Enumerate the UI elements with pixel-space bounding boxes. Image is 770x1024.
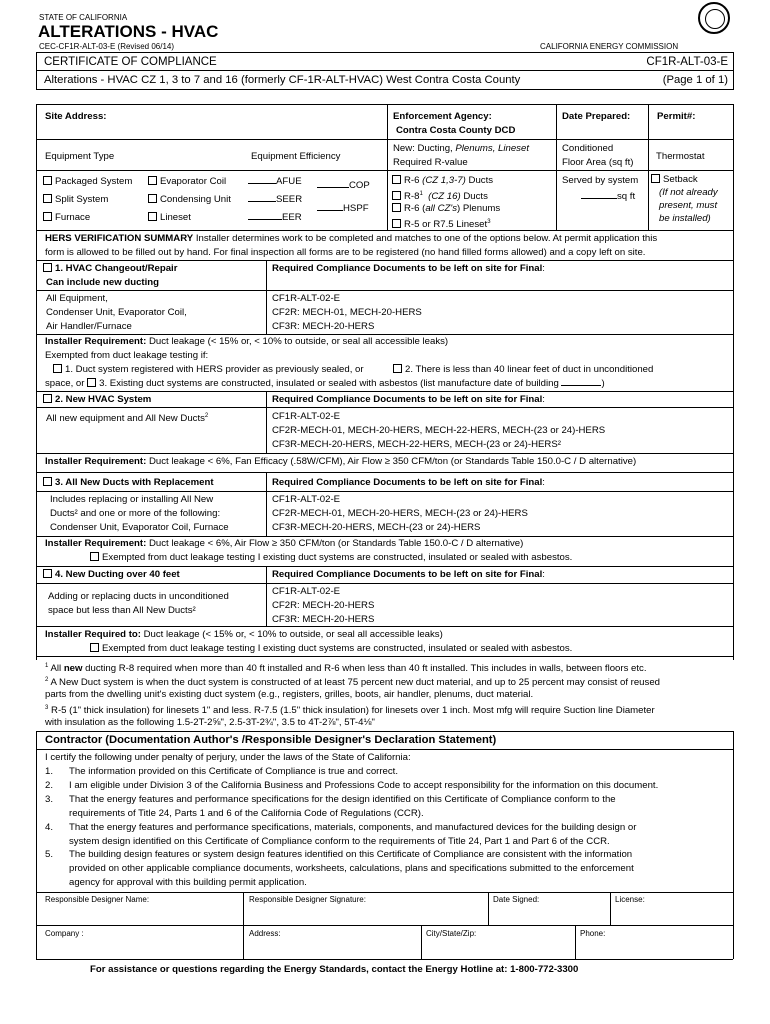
declaration-text: agency for approval with this building permit application. xyxy=(69,877,307,889)
option1-exempt: Exempted from duct leakage testing if: xyxy=(45,350,209,361)
eer-field[interactable]: EER xyxy=(248,211,302,224)
declaration-line xyxy=(45,835,725,849)
option2-doc-1: CF1R-ALT-02-E xyxy=(272,411,341,422)
option1-equipment-1: All Equipment, xyxy=(46,293,108,304)
option4-installer-req: Installer Required to: Duct leakage (< 15% or, < 10% to outside, or seal all accessible leaks) xyxy=(45,629,443,640)
designer-name-label: Responsible Designer Name: xyxy=(45,895,150,904)
option2-doc-3: CF3R-MECH-20-HERS, MECH-22-HERS, MECH-(23 or 24)-HERS² xyxy=(272,439,561,450)
option4-equipment-1: Adding or replacing ducts in unconditioned xyxy=(48,591,229,602)
r8-ducts-checkbox[interactable]: $R-8^1$ (CZ 16) Ducts xyxy=(392,188,488,203)
footnote-3: $^3$ R-5 (1" thick insulation) for linesets 1" and less. R-7.5 (1.5" thick insulation) for linesets over 1 inch. Most mfg will require Suction line Diameter xyxy=(45,705,655,717)
declaration-text: I am eligible under Division 3 of the California Business and Professions Code to accept responsibility for the information on this document. xyxy=(69,779,659,791)
option2-checkbox[interactable]: 2. New HVAC System xyxy=(43,393,151,406)
option4-checkbox[interactable]: 4. New Ducting over 40 feet xyxy=(43,568,180,581)
option3-equipment-1: Includes replacing or installing All New xyxy=(50,494,214,505)
option1-doc-3: CF3R: MECH-20-HERS xyxy=(272,321,375,332)
option2-equipment: All new equipment and All New Ducts$^2$ xyxy=(46,413,209,425)
afue-field[interactable]: AFUE xyxy=(248,175,302,188)
declaration-number xyxy=(45,807,69,821)
option4-doc-3: CF3R: MECH-20-HERS xyxy=(272,614,375,625)
option3-doc-2: CF2R-MECH-01, MECH-20-HERS, MECH-(23 or 24)-HERS xyxy=(272,508,528,519)
required-rvalue-header: Required R-value xyxy=(393,157,468,168)
option1-subtitle: Can include new ducting xyxy=(46,277,159,288)
floor-area-header: Floor Area (sq ft) xyxy=(562,157,634,168)
option1-req-label: Required Compliance Documents to be left on site for Final: xyxy=(272,263,545,274)
option4-equipment-2: space but less than All New Ducts² xyxy=(48,605,196,616)
split-system-checkbox[interactable]: Split System xyxy=(43,193,108,206)
conditioned-header: Conditioned xyxy=(562,143,614,154)
enforcement-agency-value: Contra Costa County DCD xyxy=(396,125,516,136)
option3-installer-req: Installer Requirement: Duct leakage < 6%, Air Flow ≥ 350 CFM/ton (or Standards Table 150.0-C / D alternative) xyxy=(45,538,524,549)
energy-hotline-footer: For assistance or questions regarding the Energy Standards, contact the Energy Hotline at: 1-800-772-3300 xyxy=(90,964,579,975)
declaration-text: The information provided on this Certificate of Compliance is true and correct. xyxy=(69,766,399,777)
california-state-seal xyxy=(698,2,730,34)
declaration-number: 3. xyxy=(45,793,54,805)
declaration-line xyxy=(45,821,725,835)
date-prepared-label: Date Prepared: xyxy=(562,111,631,122)
option1-exempt-1-checkbox[interactable]: 1. Duct system registered with HERS provider as previously sealed, or xyxy=(53,363,364,376)
declaration-text: system design identified on this Certificate of Compliance conform to the requirements of Title 24, Part 1 and Part 6 of the CCR. xyxy=(69,835,610,847)
furnace-checkbox[interactable]: Furnace xyxy=(43,211,90,224)
permit-label: Permit#: xyxy=(657,111,696,122)
declaration-line xyxy=(45,807,725,821)
declaration-text: That the energy features and performance specifications for the design identified on this Certificate of Compliance conform to the xyxy=(69,793,616,805)
footnote-2-line2: parts from the dwelling unit's existing duct system (e.g., registers, grilles, boots, air handler, plenums, duct material. xyxy=(45,689,534,700)
option4-exempt-checkbox[interactable]: Exempted from duct leakage testing I existing duct systems are constructed, insulated or sealed with asbestos. xyxy=(90,642,572,655)
declaration-number: 5. xyxy=(45,849,54,861)
option3-doc-1: CF1R-ALT-02-E xyxy=(272,494,341,505)
form-subtitle: Alterations - HVAC CZ 1, 3 to 7 and 16 (formerly CF-1R-ALT-HVAC) West Contra Costa County xyxy=(44,74,521,86)
option2-doc-2: CF2R-MECH-01, MECH-20-HERS, MECH-22-HERS, MECH-(23 or 24)-HERS xyxy=(272,425,606,436)
served-by-system-label: Served by system xyxy=(562,175,639,186)
option1-doc-2: CF2R: MECH-01, MECH-20-HERS xyxy=(272,307,422,318)
declaration-number: 4. xyxy=(45,821,54,833)
cop-field[interactable]: COP xyxy=(317,179,370,192)
declaration-text: The building design features or system design features identified on this Certificate of Compliance are consistent with the information xyxy=(69,849,633,861)
packaged-system-checkbox[interactable]: Packaged System xyxy=(43,175,132,188)
declaration-number: 1. xyxy=(45,766,54,777)
footnote-3-line2: with insulation as the following 1.5-2T-2⅝", 2.5-3T-2¾", 3.5 to 4T-2⅞", 5T-4⅛" xyxy=(45,717,375,728)
footnote-2: $^2$ A New Duct system is when the duct system is constructed of at least 75 percent new duct material, and up to 25 percent may consist of reused xyxy=(45,677,660,689)
declaration-number: 2. xyxy=(45,779,54,791)
declaration-number xyxy=(45,862,69,876)
option1-equipment-3: Air Handler/Furnace xyxy=(46,321,132,332)
new-ducting-header: New: Ducting, Plenums, Lineset xyxy=(393,143,529,154)
declaration-text: provided on other applicable compliance documents, worksheets, calculations, plans and specifications submitted to the enforcement xyxy=(69,863,634,875)
thermostat-header: Thermostat xyxy=(656,151,705,162)
option4-doc-1: CF1R-ALT-02-E xyxy=(272,586,341,597)
r6-ducts-checkbox[interactable]: R-6 (CZ 1,3-7) Ducts xyxy=(392,174,493,187)
enforcement-agency-label: Enforcement Agency: xyxy=(393,111,492,122)
declaration-number xyxy=(45,876,69,890)
option4-doc-2: CF2R: MECH-20-HERS xyxy=(272,600,375,611)
certificate-label: CERTIFICATE OF COMPLIANCE xyxy=(44,56,217,68)
condensing-unit-checkbox[interactable]: Condensing Unit xyxy=(148,193,231,206)
evaporator-coil-checkbox[interactable]: Evaporator Coil xyxy=(148,175,226,188)
form-title: ALTERATIONS - HVAC xyxy=(38,22,219,41)
lineset-checkbox[interactable]: Lineset xyxy=(148,211,191,224)
option3-equipment-2: Ducts² and one or more of the following: xyxy=(50,508,221,519)
option3-doc-3: CF3R-MECH-20-HERS, MECH-(23 or 24)-HERS xyxy=(272,522,481,533)
declaration-line xyxy=(45,848,725,862)
option1-exempt-2-checkbox[interactable]: 2. There is less than 40 linear feet of duct in unconditioned xyxy=(393,363,653,376)
option1-exempt-3-checkbox[interactable]: space, or 3. Existing duct systems are constructed, insulated or sealed with asbestos (list manufacture date of building ) xyxy=(45,378,605,389)
form-id: CF1R-ALT-03-E xyxy=(646,56,728,68)
hers-summary: HERS VERIFICATION SUMMARY Installer determines work to be completed and matches to one of the options below. At permit application this xyxy=(45,233,658,244)
commission-label: CALIFORNIA ENERGY COMMISSION xyxy=(540,42,679,51)
option3-req-label: Required Compliance Documents to be left on site for Final: xyxy=(272,477,545,488)
option1-checkbox[interactable]: 1. HVAC Changeout/Repair xyxy=(43,262,177,275)
declaration-text: requirements of Title 24, Parts 1 and 6 of the California Code of Regulations (CCR). xyxy=(69,807,424,819)
equipment-type-header: Equipment Type xyxy=(45,151,115,162)
declaration-text: That the energy features and performance specifications, materials, components, and manufactured devices for the building design or xyxy=(69,821,637,833)
option1-installer-req: Installer Requirement: Duct leakage (< 15% or, < 10% to outside, or seal all accessible leaks) xyxy=(45,336,449,347)
equipment-efficiency-header: Equipment Efficiency xyxy=(251,151,341,162)
option4-req-label: Required Compliance Documents to be left on site for Final: xyxy=(272,569,545,580)
r6-plenums-checkbox[interactable]: R-6 (all CZ's) Plenums xyxy=(392,202,500,215)
declaration-line xyxy=(45,765,725,779)
address-label: Address: xyxy=(249,929,281,938)
state-label: STATE OF CALIFORNIA xyxy=(39,13,128,22)
form-revision: CEC-CF1R-ALT-03-E (Revised 06/14) xyxy=(39,42,175,51)
option1-doc-1: CF1R-ALT-02-E xyxy=(272,293,341,304)
option1-equipment-2: Condenser Unit, Evaporator Coil, xyxy=(46,307,187,318)
setback-checkbox[interactable]: Setback xyxy=(651,173,698,186)
declaration-line xyxy=(45,793,725,807)
option3-checkbox[interactable]: 3. All New Ducts with Replacement xyxy=(43,476,214,489)
page-number: (Page 1 of 1) xyxy=(662,74,728,86)
contractor-declarations xyxy=(45,765,725,890)
contractor-title: Contractor (Documentation Author's /Responsible Designer's Declaration Statement) xyxy=(45,734,497,746)
declaration-line xyxy=(45,779,725,793)
option3-equipment-3: Condenser Unit, Evaporator Coil, Furnace xyxy=(50,522,229,533)
option2-installer-req: Installer Requirement: Duct leakage < 6%, Fan Efficacy (.58W/CFM), Air Flow ≥ 350 CFM/ton (or Standards Table 150.0-C / D alternative) xyxy=(45,456,637,467)
license-label: License: xyxy=(615,895,645,904)
contractor-intro: I certify the following under penalty of perjury, under the laws of the State of California: xyxy=(45,752,411,763)
designer-signature-label: Responsible Designer Signature: xyxy=(249,895,366,904)
city-state-zip-label: City/State/Zip: xyxy=(426,929,477,938)
option3-exempt-checkbox[interactable]: Exempted from duct leakage testing I existing duct systems are constructed, insulated or sealed with asbestos. xyxy=(90,551,572,564)
declaration-number xyxy=(45,835,69,849)
declaration-line xyxy=(45,876,725,890)
site-address-label: Site Address: xyxy=(45,111,107,122)
date-signed-label: Date Signed: xyxy=(493,895,540,904)
hers-summary-line2: form is allowed to be filled out by hand. For final inspection all forms are to be registered (no hand filled forms allowed) and a copy left on site. xyxy=(45,247,646,258)
company-label: Company : xyxy=(45,929,84,938)
setback-note: (If not already present, must be installed) xyxy=(659,187,718,224)
floor-area-field[interactable]: sq ft xyxy=(581,190,635,203)
declaration-line xyxy=(45,862,725,876)
phone-label: Phone: xyxy=(580,929,606,938)
r5-lineset-checkbox[interactable]: R-5 or R7.5 Lineset$^3$ xyxy=(392,216,491,231)
hspf-field[interactable]: HSPF xyxy=(317,202,369,215)
footnote-1: $^1$ All new ducting R-8 required when more than 40 ft installed and R-6 when less than 40 ft installed. This includes in walls, between floors etc. xyxy=(45,663,647,675)
option2-req-label: Required Compliance Documents to be left on site for Final: xyxy=(272,394,545,405)
seer-field[interactable]: SEER xyxy=(248,193,302,206)
